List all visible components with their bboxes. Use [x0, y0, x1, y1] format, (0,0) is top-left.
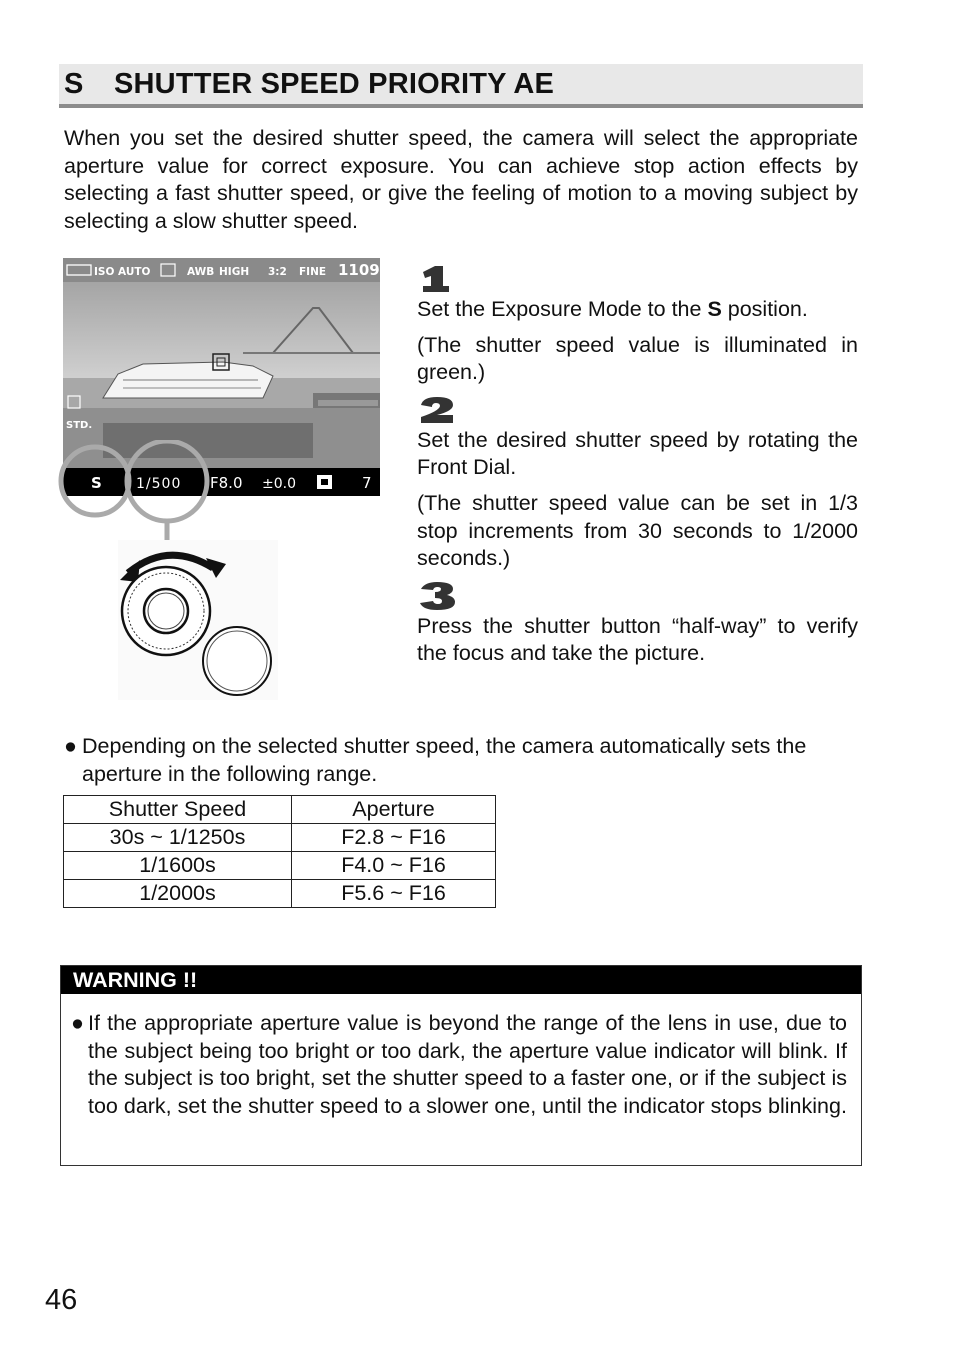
lcd-aperture: F8.0	[210, 474, 243, 492]
aperture-range-note	[64, 733, 858, 788]
steps-column	[417, 262, 858, 668]
table-row	[64, 852, 496, 880]
step-2-note: (The shutter speed value can be set in 1/3 stop increments from 30 seconds to 1/2000 seconds.)	[417, 490, 858, 571]
svg-text:2: 2	[417, 392, 418, 394]
lcd-iso: ISO AUTO	[94, 266, 151, 278]
svg-text:1: 1	[417, 262, 418, 263]
bullet-icon: ●	[64, 734, 77, 758]
step-3-text: Press the shutter button “half-way” to verify the focus and take the picture.	[417, 613, 858, 666]
table-header: Shutter Speed	[64, 796, 292, 824]
page-number: 46	[45, 1284, 78, 1316]
highlight-callout	[50, 440, 230, 550]
lcd-side-label: STD.	[66, 420, 93, 431]
table-cell: 30s ~ 1/1250s	[64, 824, 292, 852]
table-cell: 1/1600s	[64, 852, 292, 880]
title-text: SHUTTER SPEED PRIORITY AE	[114, 68, 555, 100]
table-header: Aperture	[292, 796, 496, 824]
lcd-exposure-comp: ±0.0	[262, 476, 296, 492]
bullet-icon: ●	[71, 1011, 84, 1035]
step-3-number	[417, 579, 858, 613]
table-row	[64, 824, 496, 852]
warning-text: If the appropriate aperture value is beyond the range of the lens in use, due to the subject being too bright or too dark, the aperture value indicator will blink. If the subject is too bright, set the shutter speed to a faster one, or if the subject is too dark, set the shutter speed to a slower one, until the indicator stops blinking.	[88, 1011, 847, 1118]
step-1-text: Set the Exposure Mode to the S position.	[417, 297, 808, 321]
intro-paragraph: When you set the desired shutter speed, the camera will select the appropriate aperture value for correct exposure. You can achieve stop action effects by selecting a fast shutter speed, or give the feeling of motion to a moving subject by selecting a slow shutter speed.	[64, 126, 858, 233]
step-2-text: Set the desired shutter speed by rotating the Front Dial.	[417, 427, 858, 480]
svg-text:3: 3	[417, 578, 418, 580]
lcd-ratio: 3:2	[268, 266, 287, 278]
table-row	[64, 880, 496, 908]
step-2-number	[417, 393, 858, 427]
lcd-quality: HIGH	[219, 266, 250, 278]
bullet-text: Depending on the selected shutter speed, the camera automatically sets the aperture in the following range.	[82, 734, 807, 786]
section-title	[64, 68, 554, 101]
front-dial-illustration	[118, 540, 278, 700]
lcd-fine: FINE	[299, 266, 327, 278]
mode-letter: S	[64, 68, 84, 100]
warning-title: WARNING !!	[61, 966, 861, 994]
warning-box	[60, 965, 862, 1166]
lcd-wb: AWB	[187, 266, 215, 278]
table-cell: F5.6 ~ F16	[292, 880, 496, 908]
lcd-shutter: 1/500	[136, 476, 182, 492]
warning-body	[71, 1010, 847, 1120]
aperture-range-table	[63, 795, 496, 908]
section-header	[59, 64, 863, 108]
lcd-mode: S	[91, 474, 102, 492]
lcd-frames: 7	[362, 474, 372, 492]
lcd-shot-count: 1109	[338, 261, 380, 279]
table-cell: 1/2000s	[64, 880, 292, 908]
step-1-note: (The shutter speed value is illuminated in green.)	[417, 332, 858, 385]
step-1-number	[417, 262, 858, 296]
table-header-row	[64, 796, 496, 824]
table-cell: F2.8 ~ F16	[292, 824, 496, 852]
table-cell: F4.0 ~ F16	[292, 852, 496, 880]
